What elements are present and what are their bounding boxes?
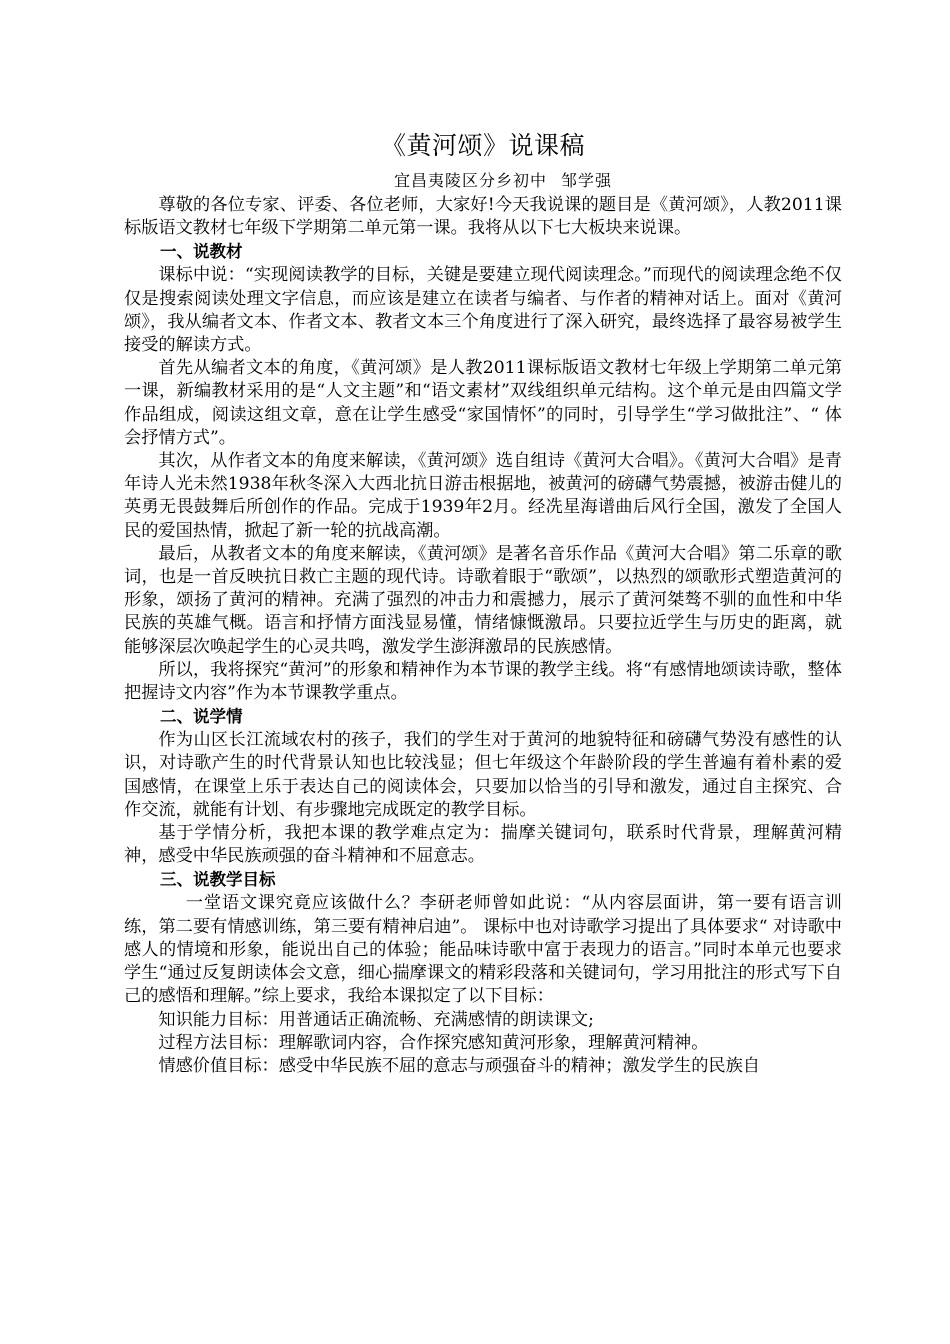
paragraph: 所以，我将探究“黄河”的形象和精神作为本节课的教学主线。将“有感情地颂读诗歌，整体把握诗文内容”作为本节课教学重点。 (124, 659, 842, 704)
section-heading-students: 二、说学情 (160, 707, 243, 727)
paragraph: 首先从编者文本的角度，《黄河颂》是人教2011课标版语文教材七年级上学期第二单元第一课，新编教材采用的是“人文主题”和“语文素材”双线组织单元结构。这个单元是由四篇文学作品组成，阅读这组文章，意在让学生感受“家国情怀”的同时，引导学生“学习做批注”、“ 体会抒情方式”。 (124, 358, 842, 448)
paragraph: 最后，从教者文本的角度来解读，《黄河颂》是著名音乐作品《黄河大合唱》第二乐章的歌词，也是一首反映抗日救亡主题的现代诗。诗歌着眼于“歌颂”，以热烈的颂歌形式塑造黄河的形象，颂扬了黄河的精神。充满了强烈的冲击力和震撼力，展示了黄河桀骜不驯的血性和中华民族的英雄气概。语言和抒情方面浅显易懂，情绪慷慨激昂。只要拉近学生与历史的距离，就能够深层次唤起学生的心灵共鸣，激发学生澎湃激昂的民族感情。 (124, 543, 842, 657)
goal-process: 过程方法目标：理解歌词内容，合作探究感知黄河形象，理解黄河精神。 (158, 1032, 709, 1053)
paragraph: 其次，从作者文本的角度来解读，《黄河颂》选自组诗《黄河大合唱》。《黄河大合唱》是青年诗人光未然1938年秋冬深入大西北抗日游击根据地，被黄河的磅礴气势震撼，被游击健儿的英勇无畏鼓舞后所创作的作品。完成于1939年2月。经冼星海谱曲后风行全国，激发了全国人民的爱国热情，掀起了新一轮的抗战高潮。 (124, 451, 842, 541)
paragraph: 一堂语文课究竟应该做什么？李研老师曾如此说：“从内容层面讲，第一要有语言训练，第二要有情感训练，第三要有精神启迪”。 课标中也对诗歌学习提出了具体要求“ 对诗歌中感人的情境和形象，能说出自己的体验；能品味诗歌中富于表现力的语言。”同时本单元也要求学生“通过反复朗读体会文意，细心揣摩课文的精彩段落和关键词句，学习用批注的形式写下自己的感悟和理解。”综上要求，我给本课拟定了以下目标： (124, 893, 842, 1007)
author-name: 邹学强 (561, 171, 613, 190)
document-page (124, 128, 842, 1078)
author-line (164, 170, 842, 192)
section-heading-goals: 三、说教学目标 (160, 870, 276, 890)
paragraph: 课标中说：“实现阅读教学的目标，关键是要建立现代阅读理念。”而现代的阅读理念绝不仅仅是搜索阅读处理文字信息，而应该是建立在读者与编者、与作者的精神对话上。面对《黄河颂》，我从编者文本、作者文本、教者文本三个角度进行了深入研究，最终选择了最容易被学生接受的解读方式。 (124, 265, 842, 356)
paragraph: 基于学情分析，我把本课的教学难点定为：揣摩关键词句，联系时代背景，理解黄河精神，感受中华民族顽强的奋斗精神和不屈意志。 (124, 823, 842, 867)
paragraph: 作为山区长江流域农村的孩子，我们的学生对于黄河的地貌特征和磅礴气势没有感性的认识，对诗歌产生的时代背景认知也比较浅显；但七年级这个年龄阶段的学生普遍有着朴素的爱国感情，在课堂上乐于表达自己的阅读体会，只要加以恰当的引导和激发，通过自主探究、合作交流，就能有计划、有步骤地完成既定的教学目标。 (124, 730, 842, 820)
document-title: 《黄河颂》说课稿 (380, 131, 585, 160)
goal-emotion: 情感价值目标：感受中华民族不屈的意志与顽强奋斗的精神；激发学生的民族自 (158, 1055, 760, 1076)
goal-knowledge: 知识能力目标：用普通话正确流畅、充满感情的朗读课文; (158, 1009, 594, 1030)
intro-paragraph: 尊敬的各位专家、评委、各位老师，大家好!今天我说课的题目是《黄河颂》，人教2011课标版语文教材七年级下学期第二单元第一课。我将从以下七大板块来说课。 (124, 195, 842, 239)
school-name: 宜昌夷陵区分乡初中 (393, 171, 547, 190)
section-heading-textbook: 一、说教材 (160, 242, 243, 262)
